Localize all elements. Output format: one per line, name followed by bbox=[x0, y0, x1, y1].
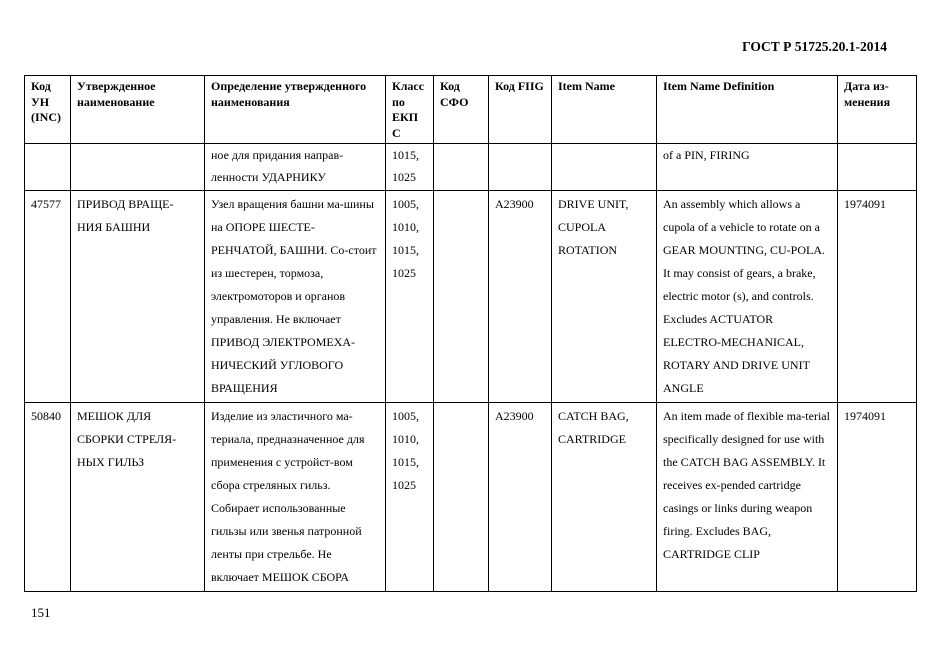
catalog-table bbox=[24, 75, 917, 592]
col-header-class: Класс по ЕКП С bbox=[386, 76, 434, 144]
col-header-sfo: Код СФО bbox=[434, 76, 489, 144]
cell-item-definition: of a PIN, FIRING bbox=[657, 144, 838, 191]
cell-definition: Узел вращения башни ма-шины на ОПОРЕ ШЕСТЕ-РЕНЧАТОЙ, БАШНИ. Со-стоит из шестерен, тормоза, электромоторов и органов управления. Не включает ПРИВОД ЭЛЕКТРОМЕХА-НИЧЕСКИЙ УГЛОВОГО ВРАЩЕНИЯ bbox=[205, 191, 386, 403]
cell-fiig bbox=[489, 144, 552, 191]
col-header-inc: Код УН (INC) bbox=[25, 76, 71, 144]
cell-classes: 1005, 1010, 1015, 1025 bbox=[386, 191, 434, 403]
cell-sfo bbox=[434, 144, 489, 191]
col-header-approved-name: Утвержденное наименование bbox=[71, 76, 205, 144]
cell-fiig: A23900 bbox=[489, 191, 552, 403]
cell-date: 1974091 bbox=[838, 191, 917, 403]
cell-item-definition: An assembly which allows a cupola of a vehicle to rotate on a GEAR MOUNTING, CU-POLA. It may consist of gears, a brake, electric motor (s), and controls. Excludes ACTUATOR ELECTRO-MECHANICAL, ROTARY AND DRIVE UNIT ANGLE bbox=[657, 191, 838, 403]
cell-item-name bbox=[552, 144, 657, 191]
cell-name bbox=[71, 144, 205, 191]
cell-sfo bbox=[434, 191, 489, 403]
header-row bbox=[25, 76, 917, 144]
cell-inc: 47577 bbox=[25, 191, 71, 403]
cell-item-name: DRIVE UNIT, CUPOLA ROTATION bbox=[552, 191, 657, 403]
cell-sfo bbox=[434, 403, 489, 592]
cell-name: ПРИВОД ВРАЩЕ-НИЯ БАШНИ bbox=[71, 191, 205, 403]
cell-inc: 50840 bbox=[25, 403, 71, 592]
col-header-fiig: Код FIIG bbox=[489, 76, 552, 144]
page-number: 151 bbox=[31, 605, 51, 620]
cell-inc bbox=[25, 144, 71, 191]
table-row bbox=[25, 403, 917, 592]
continuation-row bbox=[25, 144, 917, 191]
col-header-item-name: Item Name bbox=[552, 76, 657, 144]
col-header-definition: Определение утвержденного наименования bbox=[205, 76, 386, 144]
col-header-change-date: Дата из-менения bbox=[838, 76, 917, 144]
cell-definition: ное для придания направ-ленности УДАРНИКУ bbox=[205, 144, 386, 191]
col-header-item-definition: Item Name Definition bbox=[657, 76, 838, 144]
cell-fiig: A23900 bbox=[489, 403, 552, 592]
cell-classes: 1015, 1025 bbox=[386, 144, 434, 191]
cell-name: МЕШОК ДЛЯ СБОРКИ СТРЕЛЯ-НЫХ ГИЛЬЗ bbox=[71, 403, 205, 592]
document-code: ГОСТ Р 51725.20.1-2014 bbox=[742, 39, 887, 54]
cell-item-definition: An item made of flexible ma-terial specifically designed for use with the CATCH BAG ASSEMBLY. It receives ex-pended cartridge casings or links during weapon firing. Excludes BAG, CARTRIDGE CLIP bbox=[657, 403, 838, 592]
cell-date: 1974091 bbox=[838, 403, 917, 592]
cell-date bbox=[838, 144, 917, 191]
cell-item-name: CATCH BAG, CARTRIDGE bbox=[552, 403, 657, 592]
cell-definition: Изделие из эластичного ма-териала, предназначенное для применения с устройст-вом сбора стреляных гильз. Собирает использованные гильзы или звенья патронной ленты при стрельбе. Не включает МЕШОК СБОРА bbox=[205, 403, 386, 592]
cell-classes: 1005, 1010, 1015, 1025 bbox=[386, 403, 434, 592]
table-row bbox=[25, 191, 917, 403]
